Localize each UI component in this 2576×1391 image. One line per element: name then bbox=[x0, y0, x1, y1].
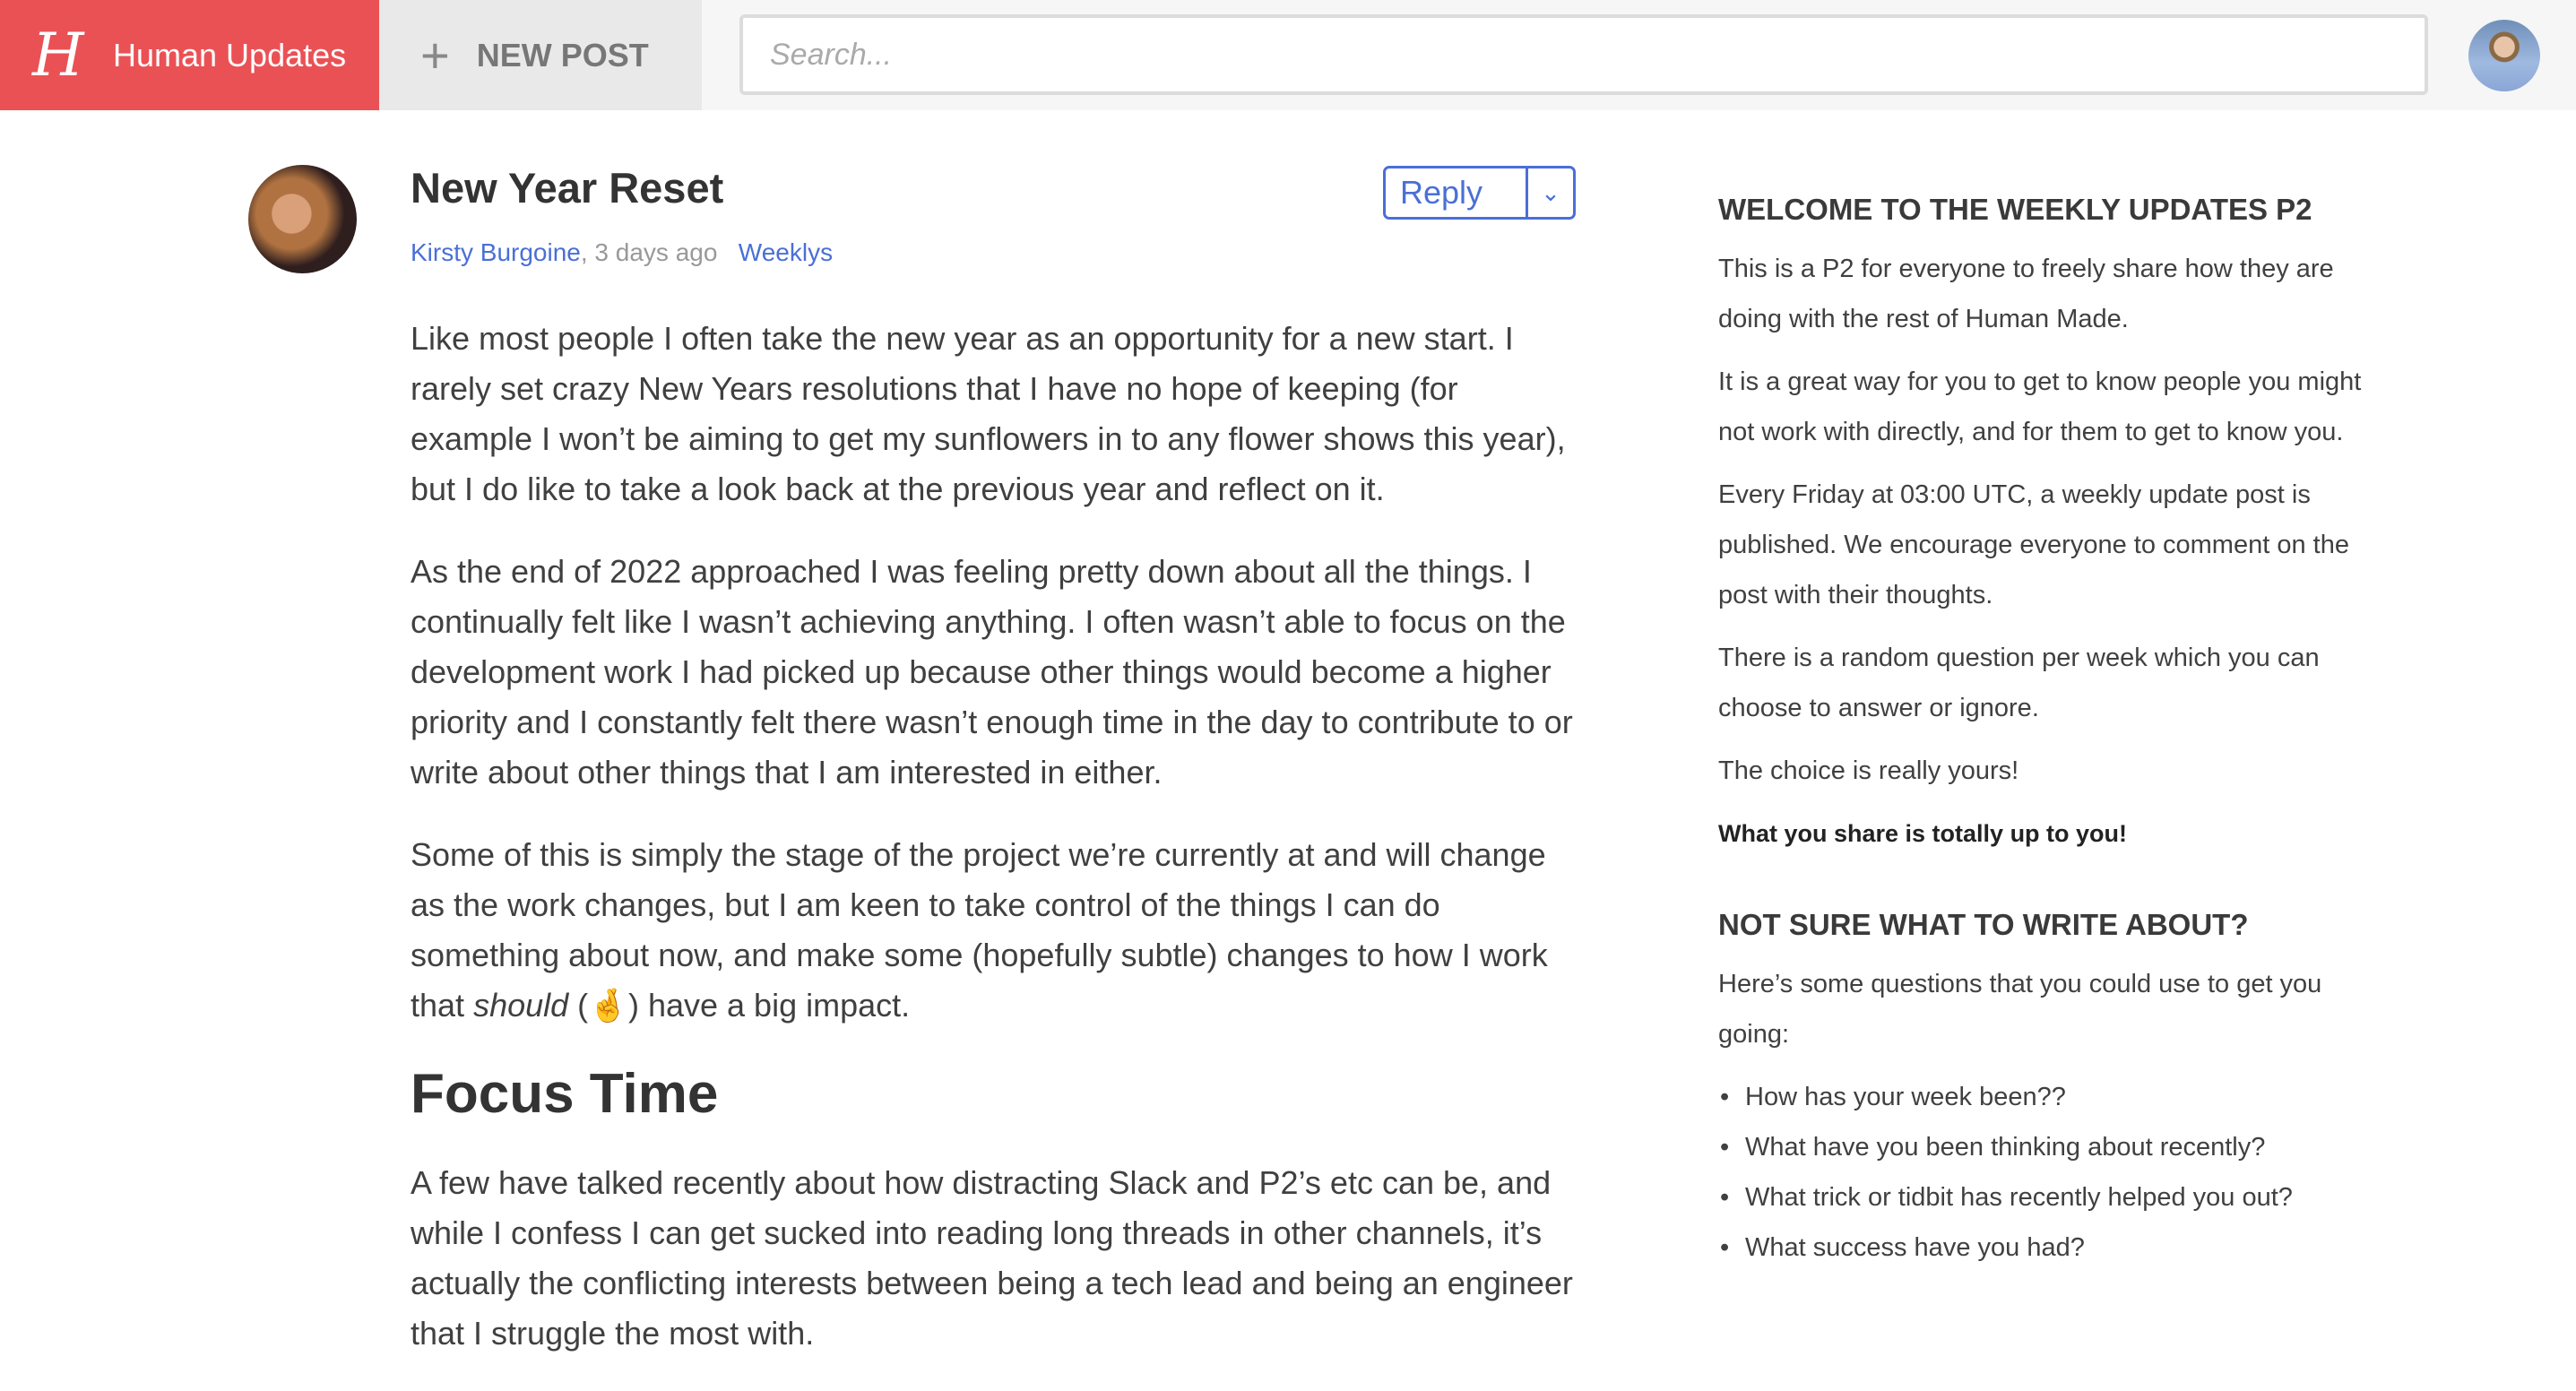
site-home-link[interactable] bbox=[0, 0, 379, 110]
paragraph-text: that bbox=[411, 987, 474, 1024]
sidebar-text: Here’s some questions that you could use to get you going: bbox=[1718, 970, 2322, 1049]
post-title[interactable]: New Year Reset bbox=[411, 164, 724, 212]
sidebar-text: It is a great way for you to get to know people you might not work with directly, and for them to get to know you. bbox=[1718, 367, 2362, 446]
section-heading: Focus Time bbox=[411, 1063, 719, 1125]
reply-button[interactable]: Reply bbox=[1386, 168, 1528, 217]
search-input[interactable] bbox=[739, 14, 2428, 95]
sidebar-bold-text: What you share is totally up to you! bbox=[1718, 820, 2128, 847]
new-post-button[interactable] bbox=[379, 0, 702, 110]
author-link[interactable]: Kirsty Burgoine bbox=[411, 238, 581, 266]
post-meta bbox=[411, 238, 833, 267]
welcome-heading: WELCOME TO THE WEEKLY UPDATES P2 bbox=[1718, 193, 2312, 226]
question-list bbox=[1718, 1072, 2373, 1273]
sidebar-text: Every Friday at 03:00 UTC, a weekly update post is published. We encourage everyone to comment on the post with their thoughts. bbox=[1718, 480, 2349, 609]
paragraph: As the end of 2022 approached I was feeling pretty down about all the things. I continually felt like I wasn’t achieving anything. I often wasn’t able to focus on the development work I had picked up because other things would become a higher priority and I constantly felt there wasn’t enough time in the day to contribute to or write about other things that I am interested in either. bbox=[411, 553, 1573, 791]
logo-icon: H bbox=[32, 21, 84, 90]
list-item: • What have you been thinking about recently? bbox=[1718, 1122, 2373, 1172]
list-item: • What trick or tidbit has recently helped you out? bbox=[1718, 1172, 2373, 1223]
sidebar-text: This is a P2 for everyone to freely share how they are doing with the rest of Human Made. bbox=[1718, 255, 2334, 333]
plus-icon: + bbox=[420, 27, 450, 83]
emphasis: should bbox=[473, 987, 569, 1024]
chevron-down-icon[interactable]: ⌄ bbox=[1541, 178, 1560, 206]
author-avatar[interactable] bbox=[248, 165, 357, 273]
sidebar-text: The choice is really yours! bbox=[1718, 756, 2019, 785]
reply-button-group bbox=[1383, 166, 1576, 220]
top-bar bbox=[0, 0, 2576, 110]
post-time: , 3 days ago bbox=[580, 238, 718, 266]
ideas-heading: NOT SURE WHAT TO WRITE ABOUT? bbox=[1718, 908, 2249, 941]
sidebar-text: There is a random question per week which you can choose to answer or ignore. bbox=[1718, 644, 2320, 722]
post-content bbox=[411, 314, 1585, 1391]
category-link[interactable]: Weeklys bbox=[738, 238, 834, 266]
paragraph-text: (🤞) have a big impact. bbox=[568, 987, 911, 1024]
user-avatar[interactable] bbox=[2468, 20, 2540, 91]
site-name: Human Updates bbox=[113, 36, 347, 73]
sidebar bbox=[1718, 188, 2373, 1273]
paragraph: A few have talked recently about how distracting Slack and P2’s etc can be, and while I confess I can get sucked into reading long threads in other channels, it’s actually the conflicting interests between being a tech lead and being an engineer that I struggle the most with. bbox=[411, 1164, 1573, 1352]
paragraph bbox=[411, 830, 1585, 1031]
list-item: • How has your week been?? bbox=[1718, 1072, 2373, 1122]
list-item: • What success have you had? bbox=[1718, 1223, 2373, 1273]
paragraph: Like most people I often take the new year as an opportunity for a new start. I rarely set crazy New Years resolutions that I have no hope of keeping (for example I won’t be aiming to get my sunflowers in to any flower shows this year), but I do like to take a look back at the previous year and reflect on it. bbox=[411, 320, 1566, 507]
paragraph-text: Some of this is simply the stage of the project we’re currently at and will change as the work changes, but I am keen to take control of the things I can do something about now, and make some (hopefully subtle) changes to how I work bbox=[411, 836, 1548, 973]
new-post-label: NEW POST bbox=[476, 36, 649, 73]
